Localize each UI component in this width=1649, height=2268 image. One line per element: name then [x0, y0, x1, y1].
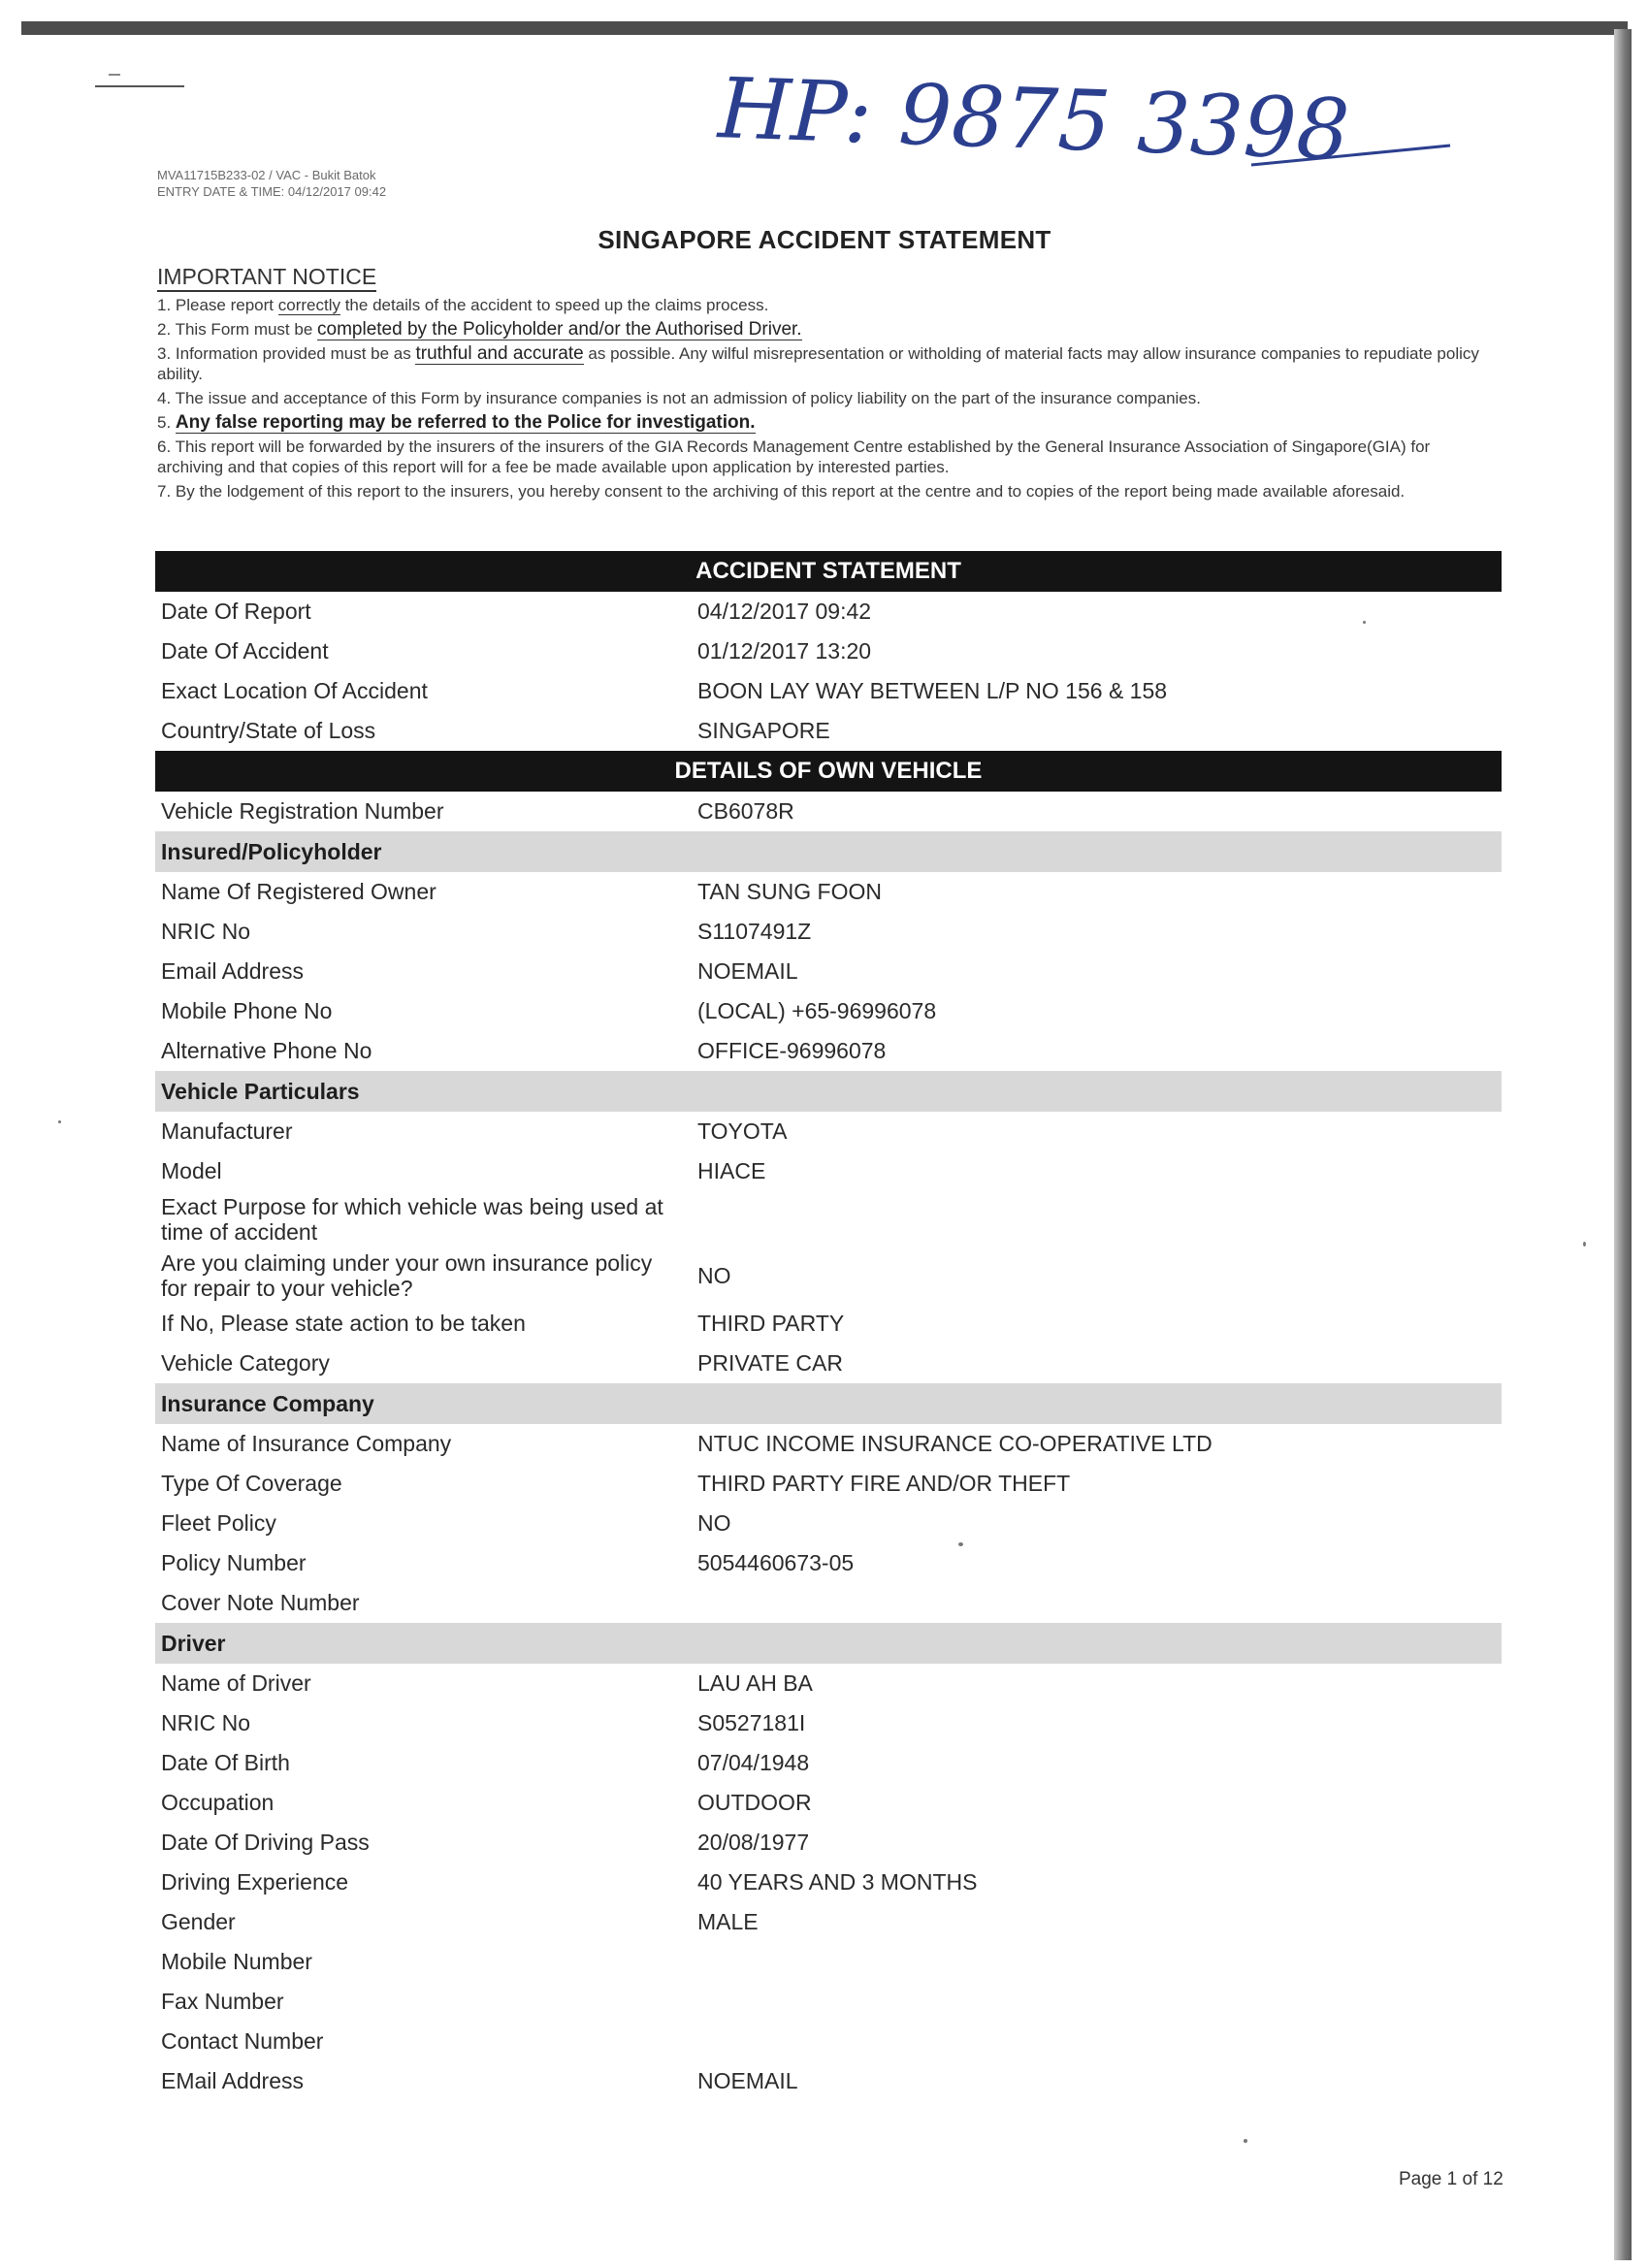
field-value: HIACE: [697, 1158, 766, 1183]
form-row: [155, 1823, 1502, 1863]
field-label: Vehicle Registration Number: [161, 798, 444, 824]
field-value: S0527181I: [697, 1710, 806, 1735]
form-row: [155, 1703, 1502, 1743]
field-label: NRIC No: [161, 1710, 251, 1735]
field-value: NO: [697, 1510, 731, 1536]
field-value: SINGAPORE: [697, 718, 830, 743]
notice-item-5: 5. Any false reporting may be referred to the Police for investigation.: [157, 412, 756, 433]
form-row: [155, 2022, 1502, 2061]
subsection-insurance-company: Insurance Company: [155, 1383, 1502, 1424]
form-row: [155, 632, 1502, 671]
scan-speck: [1363, 621, 1366, 624]
field-label: Occupation: [161, 1790, 275, 1815]
form-row: [155, 1191, 1502, 1247]
form-row: [155, 592, 1502, 632]
scan-speck: [58, 1120, 61, 1123]
field-label: Driving Experience: [161, 1869, 349, 1895]
form-row: [155, 1743, 1502, 1783]
notice-heading: IMPORTANT NOTICE: [157, 264, 376, 292]
field-label: Fleet Policy: [161, 1510, 276, 1536]
section-own-vehicle: DETAILS OF OWN VEHICLE: [155, 751, 1502, 792]
field-value: BOON LAY WAY BETWEEN L/P NO 156 & 158: [697, 678, 1168, 703]
field-label: Policy Number: [161, 1550, 307, 1575]
stamp-line: ENTRY DATE & TIME: 04/12/2017 09:42: [157, 184, 387, 199]
field-value: LAU AH BA: [697, 1670, 813, 1696]
field-label: Fax Number: [161, 1989, 284, 2014]
form-row: [155, 1942, 1502, 1982]
field-value: THIRD PARTY: [697, 1311, 845, 1336]
field-value: TAN SUNG FOON: [697, 879, 882, 904]
field-value: NTUC INCOME INSURANCE CO-OPERATIVE LTD: [697, 1431, 1212, 1456]
form-row: [155, 1863, 1502, 1902]
subsection-insured: Insured/Policyholder: [155, 831, 1502, 872]
form-row: [155, 872, 1502, 912]
entry-stamp: [157, 167, 386, 200]
document-title: SINGAPORE ACCIDENT STATEMENT: [598, 225, 1051, 254]
scan-speck: [1583, 1242, 1586, 1247]
field-value: S1107491Z: [697, 919, 812, 944]
form-row: [155, 1424, 1502, 1464]
form-row: [155, 1112, 1502, 1151]
notice-item-7: 7. By the lodgement of this report to the insurers, you hereby consent to the archiving of this report at the centre and to copies of the report being made available aforesaid.: [157, 482, 1406, 501]
form-row: [155, 1031, 1502, 1071]
field-value: TOYOTA: [697, 1118, 788, 1144]
subsection-vehicle-particulars: Vehicle Particulars: [155, 1071, 1502, 1112]
field-value: 01/12/2017 13:20: [697, 638, 872, 664]
field-label: EMail Address: [161, 2068, 305, 2093]
field-label: Name of Driver: [161, 1670, 311, 1696]
handwritten-note-text: HP: 9875 3398: [716, 60, 1352, 179]
field-value: 07/04/1948: [697, 1750, 810, 1775]
field-value: MALE: [697, 1909, 759, 1934]
important-notice: [157, 295, 1496, 505]
notice-item-6: 6. This report will be forwarded by the insurers of the insurers of the GIA Records Management Centre established by the General Insurance Association of Singapore(GIA) for archiving and that copies of this report will for a fee be made available upon application by interested parties.: [157, 437, 1431, 476]
field-label: Name of Insurance Company: [161, 1431, 452, 1456]
field-label: Manufacturer: [161, 1118, 293, 1144]
field-label: Mobile Phone No: [161, 998, 333, 1023]
field-value: PRIVATE CAR: [697, 1350, 843, 1376]
scan-speck: [958, 1542, 963, 1546]
field-label: Exact Location Of Accident: [161, 678, 428, 703]
form-row: [155, 1504, 1502, 1543]
notice-item-3: 3. Information provided must be as truthful and accurate as possible. Any wilful misrepresentation or witholding of material facts may allow insurance companies to repudiate policy ability.: [157, 343, 1479, 383]
field-label: If No, Please state action to be taken: [161, 1311, 526, 1336]
accident-form: [155, 551, 1502, 2101]
stamp-line: MVA11715B233-02 / VAC - Bukit Batok: [157, 168, 376, 182]
form-row: [155, 1982, 1502, 2022]
field-label: Date Of Driving Pass: [161, 1830, 370, 1855]
form-row: [155, 792, 1502, 831]
field-value: (LOCAL) +65-96996078: [697, 998, 937, 1023]
field-label: Model: [161, 1158, 222, 1183]
form-row: [155, 1344, 1502, 1383]
field-value: 20/08/1977: [697, 1830, 810, 1855]
field-label: Gender: [161, 1909, 236, 1934]
field-value: 04/12/2017 09:42: [697, 599, 872, 624]
field-value: 5054460673-05: [697, 1550, 855, 1575]
subsection-driver: Driver: [155, 1623, 1502, 1664]
form-row: [155, 1247, 1502, 1304]
field-label: Are you claiming under your own insurance policy for repair to your vehicle?: [161, 1250, 653, 1301]
field-label: Date Of Report: [161, 599, 311, 624]
form-row: [155, 1583, 1502, 1623]
form-row: [155, 1783, 1502, 1823]
field-label: Email Address: [161, 958, 305, 984]
handwritten-phone-note: [708, 60, 1455, 186]
section-accident-statement: ACCIDENT STATEMENT: [155, 551, 1502, 592]
form-row: [155, 1664, 1502, 1703]
field-label: Exact Purpose for which vehicle was being used at time of accident: [161, 1194, 663, 1245]
form-row: [155, 671, 1502, 711]
field-label: Country/State of Loss: [161, 718, 376, 743]
field-label: Cover Note Number: [161, 1590, 360, 1615]
scan-right-edge: [1614, 29, 1632, 2260]
form-row: [155, 991, 1502, 1031]
form-row: [155, 2061, 1502, 2101]
field-value: THIRD PARTY FIRE AND/OR THEFT: [697, 1471, 1071, 1496]
field-value: NOEMAIL: [697, 2068, 798, 2093]
notice-item-2: 2. This Form must be completed by the Policyholder and/or the Authorised Driver.: [157, 319, 802, 340]
notice-item-4: 4. The issue and acceptance of this Form by insurance companies is not an admission of policy liability on the part of the insurance companies.: [157, 389, 1201, 407]
field-value: CB6078R: [697, 798, 794, 824]
field-label: Mobile Number: [161, 1949, 312, 1974]
form-row: [155, 1151, 1502, 1191]
field-value: OUTDOOR: [697, 1790, 812, 1815]
margin-mark: [95, 85, 184, 87]
form-row: [155, 711, 1502, 751]
field-label: Vehicle Category: [161, 1350, 330, 1376]
field-label: Contact Number: [161, 2028, 324, 2054]
page-number: Page 1 of 12: [1399, 2169, 1504, 2189]
margin-mark: [109, 74, 120, 76]
field-label: Date Of Birth: [161, 1750, 290, 1775]
field-value: NOEMAIL: [697, 958, 798, 984]
field-value: 40 YEARS AND 3 MONTHS: [697, 1869, 978, 1895]
form-row: [155, 1902, 1502, 1942]
form-row: [155, 1464, 1502, 1504]
form-row: [155, 1304, 1502, 1344]
form-row: [155, 1543, 1502, 1583]
field-label: Date Of Accident: [161, 638, 329, 664]
field-label: Name Of Registered Owner: [161, 879, 436, 904]
form-row: [155, 952, 1502, 991]
form-row: [155, 912, 1502, 952]
scan-speck: [1244, 2139, 1247, 2143]
scan-top-edge: [21, 21, 1628, 35]
field-label: Type Of Coverage: [161, 1471, 342, 1496]
field-label: Alternative Phone No: [161, 1038, 372, 1063]
notice-item-1: 1. Please report correctly the details of the accident to speed up the claims process.: [157, 296, 769, 314]
field-value: OFFICE-96996078: [697, 1038, 887, 1063]
field-label: NRIC No: [161, 919, 251, 944]
field-value: NO: [697, 1262, 731, 1288]
